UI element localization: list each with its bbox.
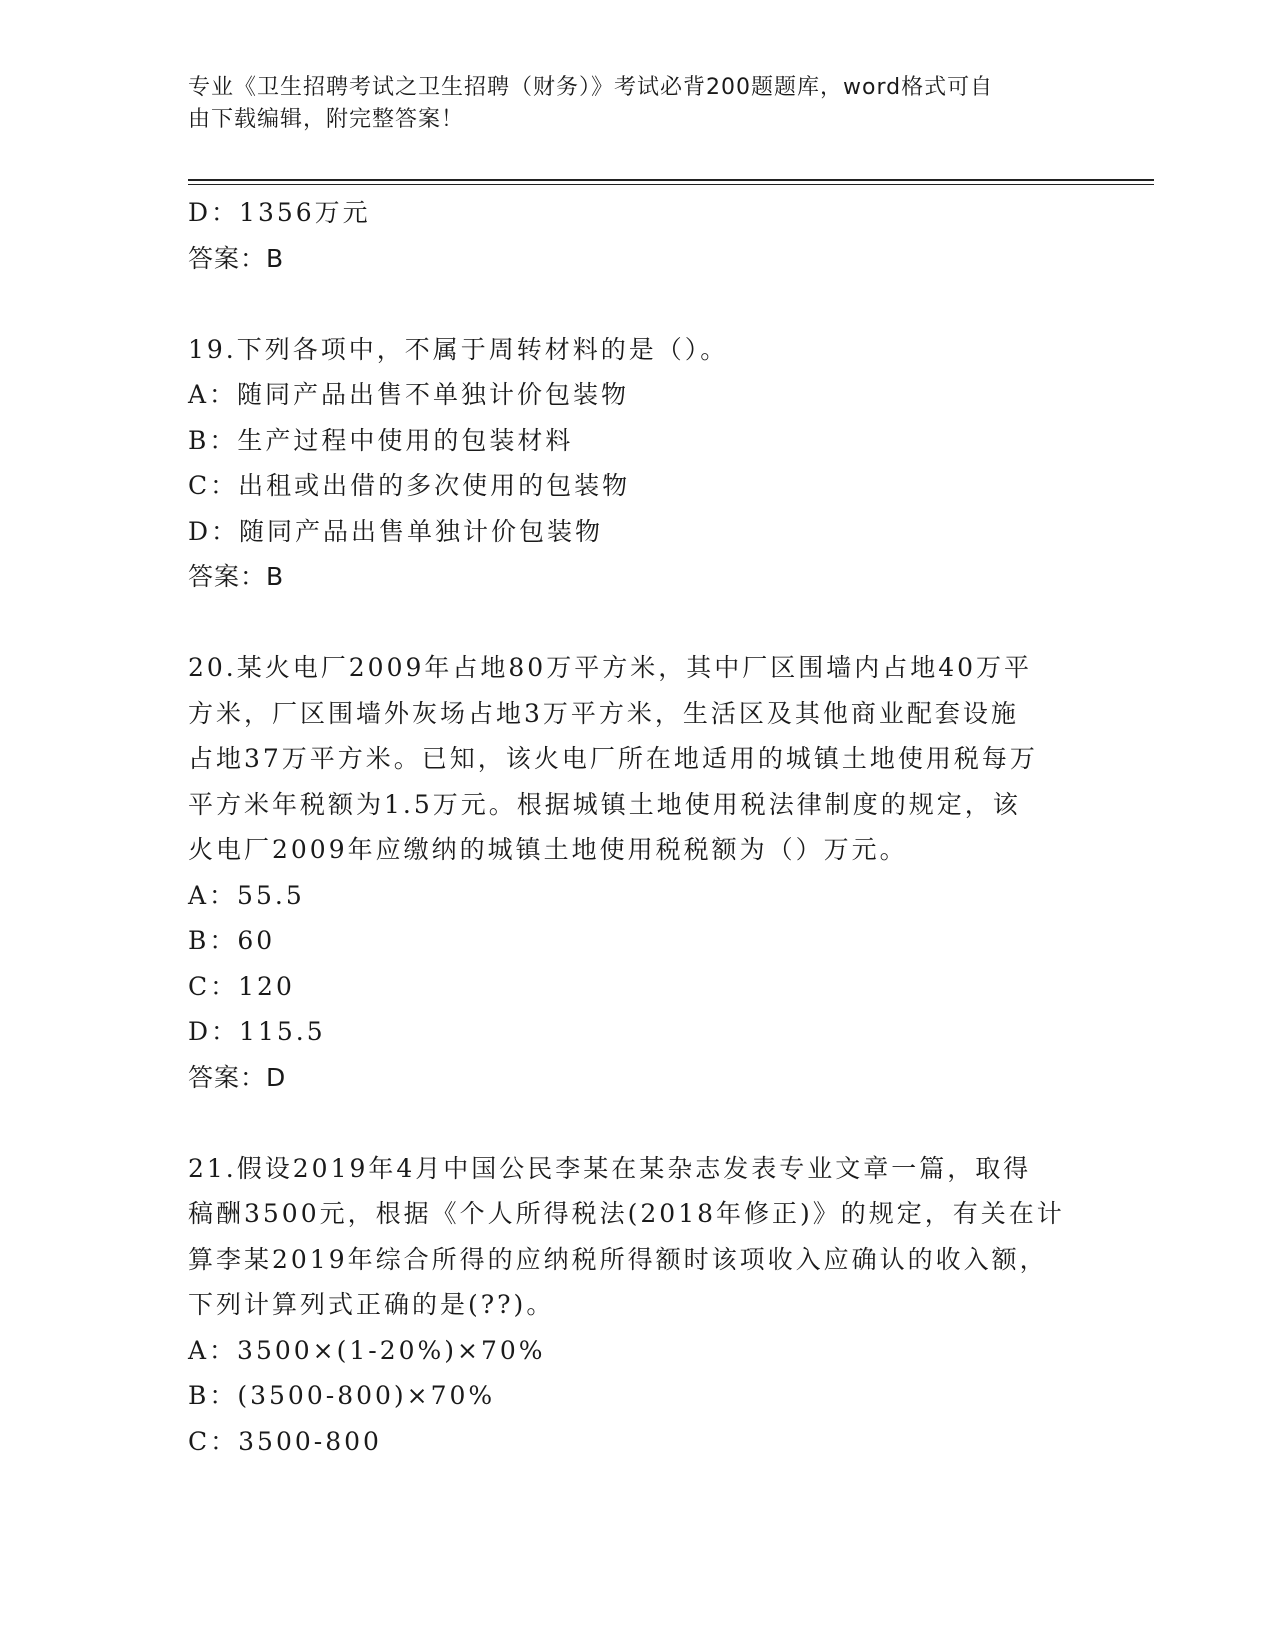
option-d: D：1356万元 <box>188 198 371 227</box>
question-21 <box>188 1146 1088 1465</box>
question-stem-line: 20.某火电厂2009年占地80万平方米，其中厂区围墙内占地40万平 <box>188 653 1033 682</box>
header-divider-thick <box>188 179 1154 181</box>
option-c: C：出租或出借的多次使用的包装物 <box>188 471 631 500</box>
option-a: A：55.5 <box>188 880 305 910</box>
question-stem-line: 方米，厂区围墙外灰场占地3万平方米，生活区及其他商业配套设施 <box>188 698 1019 728</box>
question-content <box>188 190 1088 1464</box>
option-b: B：60 <box>188 926 276 955</box>
question-stem-line: 平方米年税额为1.5万元。根据城镇土地使用税法律制度的规定，该 <box>188 789 1021 819</box>
spacer <box>188 1100 1088 1146</box>
question-stem-line: 稿酬3500元，根据《个人所得税法(2018年修正)》的规定，有关在计 <box>188 1199 1065 1228</box>
header-title-line-1: 专业《卫生招聘考试之卫生招聘（财务）》考试必背200题题库，word格式可自 <box>188 75 994 100</box>
previous-question-tail <box>188 190 1088 281</box>
option-b: B：(3500-800)×70% <box>188 1381 496 1410</box>
question-20 <box>188 645 1088 1100</box>
option-c: C：120 <box>188 971 295 1001</box>
option-c: C：3500-800 <box>188 1426 382 1456</box>
spacer <box>188 281 1088 327</box>
answer-line: 答案：D <box>188 1062 287 1092</box>
answer-line: 答案：B <box>188 562 285 591</box>
option-d: D：随同产品出售单独计价包装物 <box>188 516 604 546</box>
option-a: A：随同产品出售不单独计价包装物 <box>188 380 630 409</box>
question-stem-line: 下列计算列式正确的是(??)。 <box>188 1290 555 1319</box>
header-title-line-2: 由下载编辑，附完整答案！ <box>188 107 465 132</box>
question-stem-line: 21.假设2019年4月中国公民李某在某杂志发表专业文章一篇，取得 <box>188 1153 1032 1183</box>
document-header <box>188 72 1068 136</box>
spacer <box>188 600 1088 646</box>
question-stem: 19.下列各项中，不属于周转材料的是（）。 <box>188 334 729 364</box>
option-d: D：115.5 <box>188 1017 326 1046</box>
question-stem-line: 占地37万平方米。已知，该火电厂所在地适用的城镇土地使用税每万 <box>188 744 1038 773</box>
option-a: A：3500×(1-20%)×70% <box>188 1335 546 1365</box>
question-stem-line: 火电厂2009年应缴纳的城镇土地使用税税额为（）万元。 <box>188 835 908 864</box>
question-stem-line: 算李某2019年综合所得的应纳税所得额时该项收入应确认的收入额， <box>188 1244 1048 1274</box>
answer-line: 答案：B <box>188 243 285 273</box>
header-divider-thin <box>188 184 1154 185</box>
question-19 <box>188 327 1088 600</box>
option-b: B：生产过程中使用的包装材料 <box>188 425 574 455</box>
